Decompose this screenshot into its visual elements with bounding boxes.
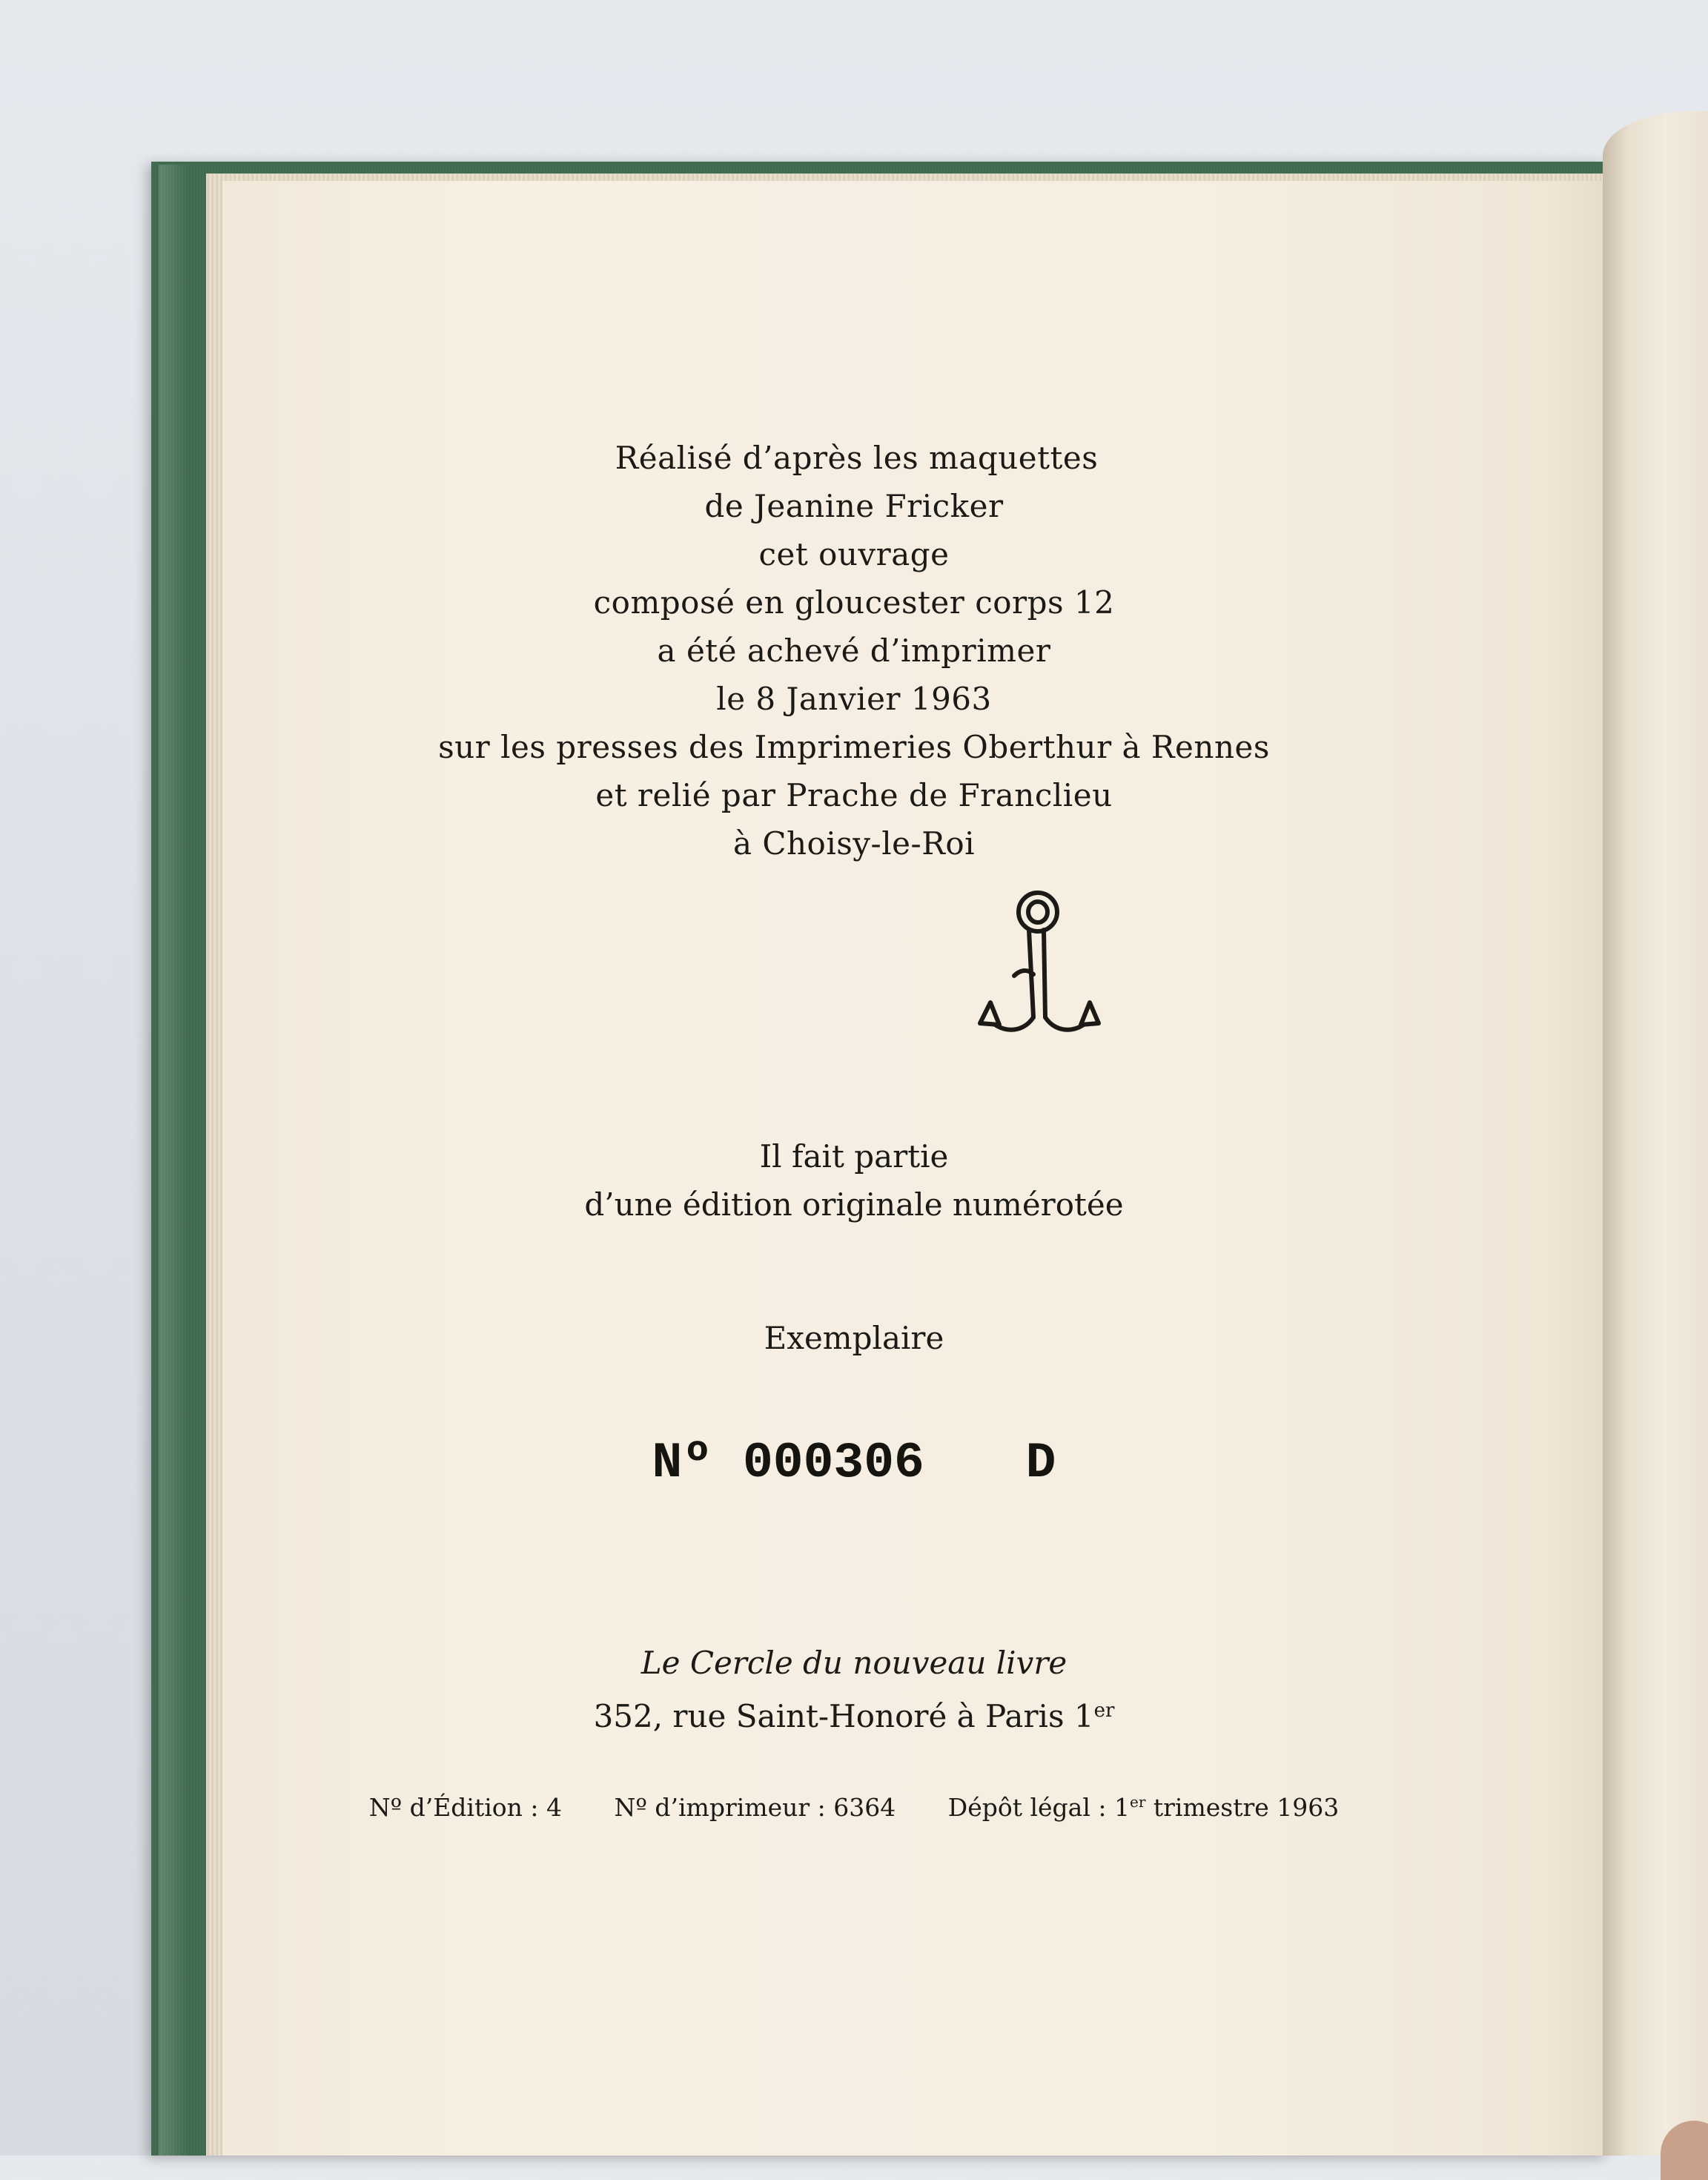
colophon-line: et relié par Prache de Franclieu bbox=[595, 777, 1113, 813]
colophon-text bbox=[0, 434, 1708, 868]
legal-deposit-rest: trimestre 1963 bbox=[1145, 1793, 1340, 1822]
footer-line bbox=[0, 1793, 1708, 1822]
colophon-line: à Choisy-le-Roi bbox=[732, 825, 976, 862]
copy-series-letter: D bbox=[1025, 1435, 1056, 1492]
publisher-address-sup: er bbox=[1093, 1700, 1115, 1722]
colophon-line: cet ouvrage bbox=[758, 536, 950, 572]
printer-number: Nº d’imprimeur : 6364 bbox=[614, 1793, 896, 1822]
copy-number bbox=[0, 1435, 1708, 1492]
publisher-block bbox=[0, 1639, 1708, 1740]
legal-deposit bbox=[948, 1793, 1340, 1822]
publisher-address: 352, rue Saint-Honoré à Paris 1 bbox=[593, 1698, 1094, 1734]
colophon-line: de Jeanine Fricker bbox=[704, 488, 1004, 524]
legal-deposit-sup: er bbox=[1130, 1793, 1146, 1811]
colophon-line: a été achevé d’imprimer bbox=[657, 632, 1051, 669]
edition-line: Il fait partie bbox=[759, 1138, 949, 1175]
copy-label: Exemplaire bbox=[764, 1320, 944, 1356]
anchor-icon bbox=[970, 887, 1103, 1054]
copy-number-value: 000306 bbox=[742, 1435, 924, 1492]
publisher-address-line bbox=[0, 1687, 1708, 1740]
edition-statement bbox=[0, 1132, 1708, 1229]
colophon-line: sur les presses des Imprimeries Oberthur à Rennes bbox=[438, 729, 1270, 765]
colophon-line: composé en gloucester corps 12 bbox=[593, 584, 1115, 621]
colophon-line: Réalisé d’après les maquettes bbox=[615, 440, 1099, 476]
publisher-name: Le Cercle du nouveau livre bbox=[640, 1645, 1068, 1681]
edition-number: Nº d’Édition : 4 bbox=[368, 1793, 562, 1822]
copy-number-prefix: Nº bbox=[652, 1435, 713, 1492]
colophon-line: le 8 Janvier 1963 bbox=[716, 681, 992, 717]
edition-line: d’une édition originale numérotée bbox=[584, 1186, 1124, 1223]
legal-deposit-text: Dépôt légal : 1 bbox=[947, 1793, 1130, 1822]
